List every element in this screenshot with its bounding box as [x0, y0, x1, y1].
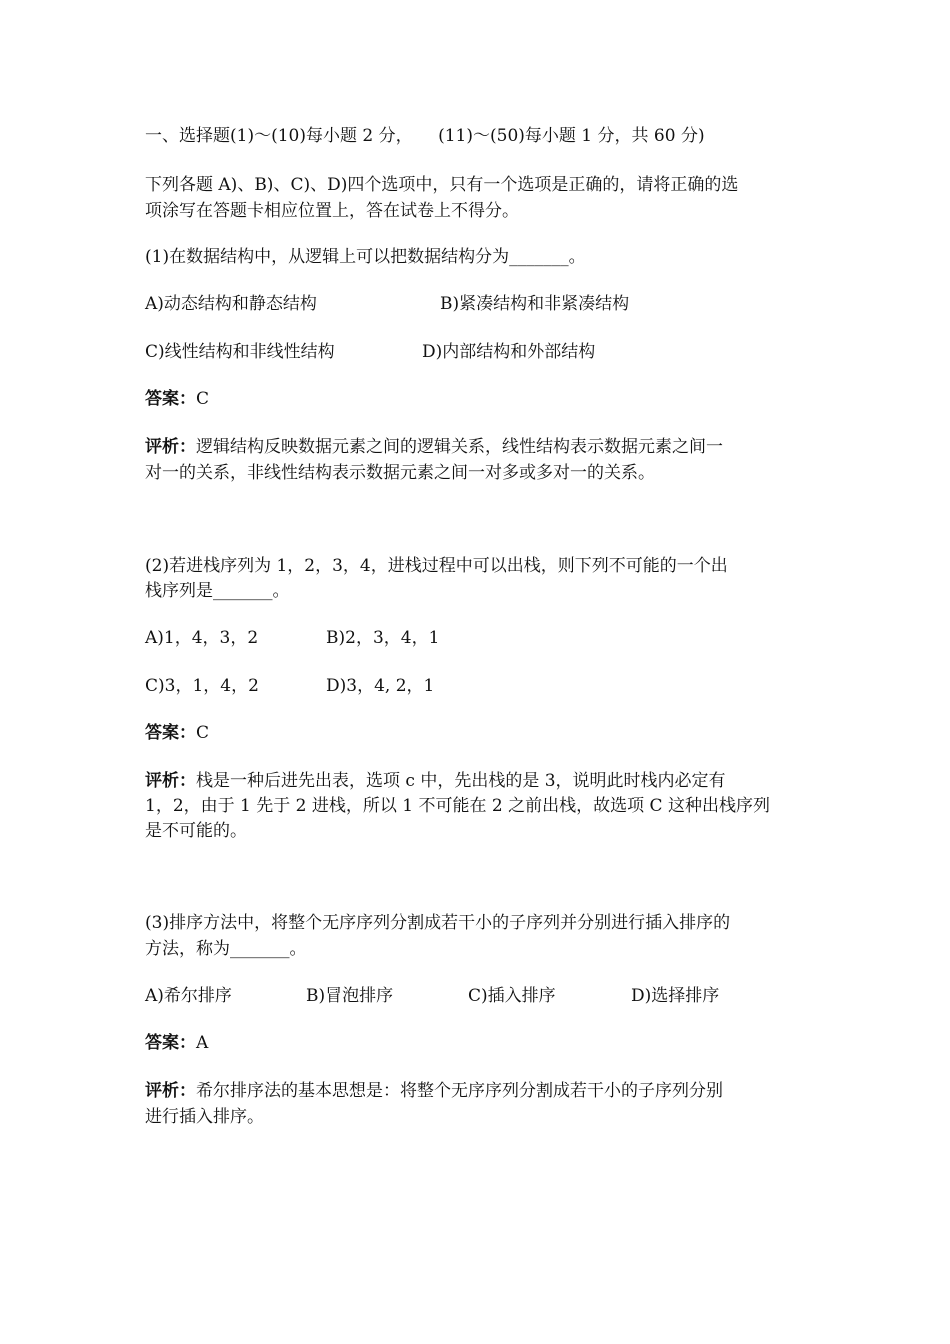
- option-a: A)希尔排序: [145, 986, 232, 1006]
- answer-label: 答案：: [145, 389, 196, 409]
- analysis-label: 评析：: [145, 771, 196, 791]
- question-stem: 栈序列是_______。: [145, 581, 290, 601]
- answer-line: [145, 722, 209, 744]
- analysis-text: 是不可能的。: [145, 821, 247, 841]
- option-c: C)插入排序: [468, 986, 556, 1006]
- answer-label: 答案：: [145, 1033, 196, 1053]
- option-c: C)3，1，4，2: [145, 676, 259, 696]
- answer-line: [145, 388, 209, 410]
- analysis-text: 进行插入排序。: [145, 1107, 264, 1127]
- answer-value: C: [196, 723, 210, 743]
- option-b: B)2，3，4，1: [326, 628, 440, 648]
- analysis-text: 对一的关系，非线性结构表示数据元素之间一对多或多对一的关系。: [145, 463, 655, 483]
- answer-label: 答案：: [145, 723, 196, 743]
- analysis-text: 逻辑结构反映数据元素之间的逻辑关系，线性结构表示数据元素之间一: [196, 437, 723, 457]
- option-d: D)3，4, 2，1: [326, 676, 435, 696]
- question-stem: 方法，称为_______。: [145, 939, 307, 959]
- analysis-text: 希尔排序法的基本思想是：将整个无序序列分割成若干小的子序列分别: [196, 1081, 723, 1101]
- question-stem: (1)在数据结构中，从逻辑上可以把数据结构分为_______。: [145, 247, 586, 267]
- option-a: A)1，4，3，2: [145, 628, 259, 648]
- option-b: B)冒泡排序: [306, 986, 394, 1006]
- question-stem: (3)排序方法中，将整个无序序列分割成若干小的子序列并分别进行插入排序的: [145, 913, 731, 933]
- section-title: 一、选择题(1)～(10)每小题 2 分， (11)～(50)每小题 1 分，共 60 分): [145, 126, 705, 146]
- analysis-text: 1，2，由于 1 先于 2 进栈，所以 1 不可能在 2 之前出栈，故选项 C 这种出栈序列: [145, 796, 770, 816]
- analysis-line: [145, 770, 726, 792]
- option-c: C)线性结构和非线性结构: [145, 342, 335, 362]
- answer-value: C: [196, 389, 210, 409]
- option-d: D)内部结构和外部结构: [422, 342, 596, 362]
- analysis-text: 栈是一种后进先出表，选项 c 中，先出栈的是 3，说明此时栈内必定有: [196, 771, 726, 791]
- answer-line: [145, 1032, 208, 1054]
- question-stem: (2)若进栈序列为 1，2，3，4，进栈过程中可以出栈，则下列不可能的一个出: [145, 556, 728, 576]
- option-b: B)紧凑结构和非紧凑结构: [440, 294, 630, 314]
- option-d: D)选择排序: [631, 986, 720, 1006]
- analysis-line: [145, 1080, 723, 1102]
- instruction-line: 项涂写在答题卡相应位置上，答在试卷上不得分。: [145, 201, 519, 221]
- analysis-label: 评析：: [145, 437, 196, 457]
- option-a: A)动态结构和静态结构: [145, 294, 317, 314]
- analysis-line: [145, 436, 723, 458]
- instruction-line: 下列各题 A)、B)、C)、D)四个选项中，只有一个选项是正确的，请将正确的选: [145, 175, 739, 195]
- analysis-label: 评析：: [145, 1081, 196, 1101]
- answer-value: A: [196, 1033, 209, 1053]
